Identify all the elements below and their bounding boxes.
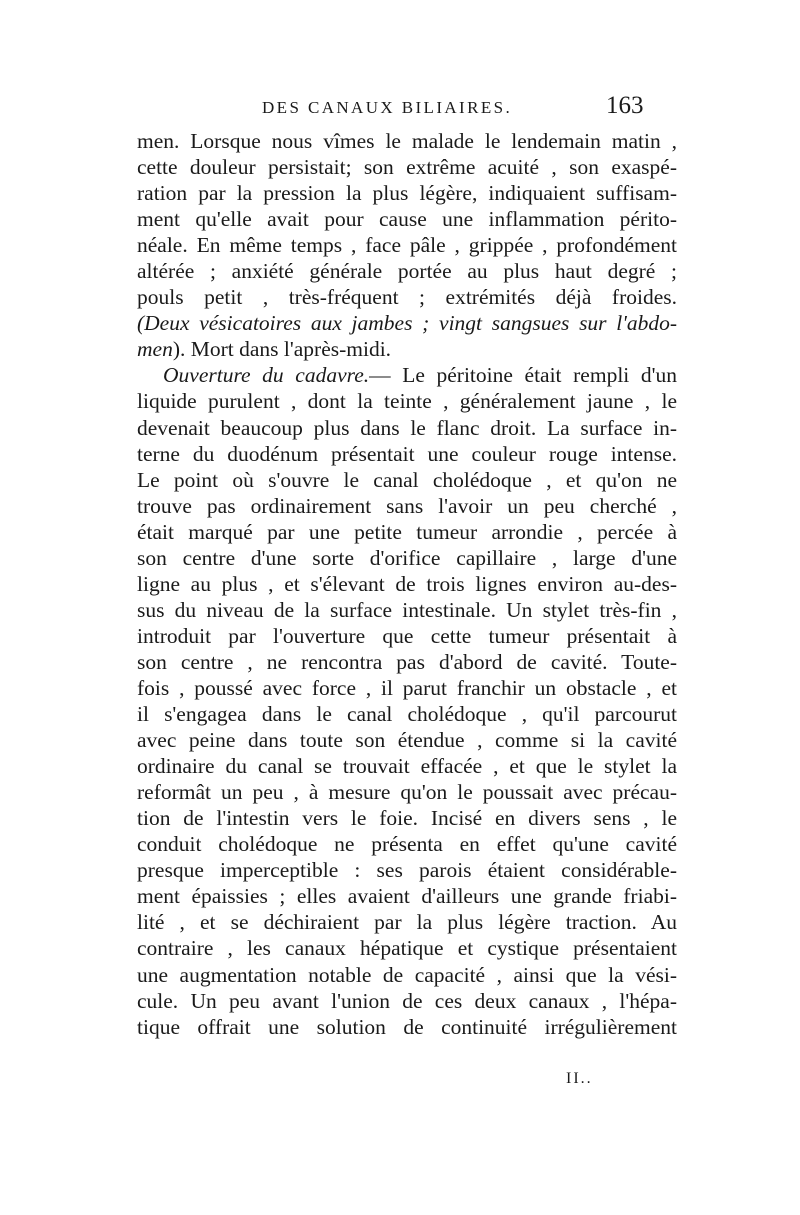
text-line-32: contraire , les canaux hépatique et cystique présentaient — [137, 936, 677, 961]
text-line-16: était marqué par une petite tumeur arrondie , percée à — [137, 519, 677, 544]
body-text — [137, 128, 677, 1040]
text-line-27: tion de l'intestin vers le foie. Incisé en divers sens , le — [137, 806, 677, 831]
text-line-15: trouve pas ordinairement sans l'avoir un peu cherché , — [137, 493, 677, 518]
text-line-6: altérée ; anxiété générale portée au plus haut degré ; — [137, 259, 677, 284]
text-line-10 — [137, 362, 677, 388]
text-line-29: presque imperceptible : ses parois étaient considérable- — [137, 858, 677, 883]
text-line-13: terne du duodénum présentait une couleur rouge intense. — [137, 441, 677, 466]
text-line-11: liquide purulent , dont la teinte , généralement jaune , le — [137, 389, 677, 414]
text-line-20: introduit par l'ouverture que cette tumeur présentait à — [137, 623, 677, 648]
page-number: 163 — [606, 92, 644, 119]
text-line-7: pouls petit , très-fréquent ; extrémités déjà froides. — [137, 285, 677, 310]
line-text: ). Mort dans l'après-midi. — [172, 337, 392, 362]
text-line-30: ment épaissies ; elles avaient d'ailleurs une grande friabi- — [137, 884, 677, 909]
section-heading-italic: Ouverture du cadavre. — [163, 363, 370, 388]
text-line-35: tique offrait une solution de continuité irrégulièrement — [137, 1014, 677, 1039]
text-line-17: son centre d'une sorte d'orifice capillaire , large d'une — [137, 545, 677, 570]
signature-mark: II.. — [566, 1070, 593, 1087]
text-line-34: cule. Un peu avant l'union de ces deux canaux , l'hépa- — [137, 988, 677, 1013]
text-line-25: ordinaire du canal se trouvait effacée , et que le stylet la — [137, 754, 677, 779]
text-line-14: Le point où s'ouvre le canal cholédoque , et qu'on ne — [137, 467, 677, 492]
text-line-24: avec peine dans toute son étendue , comme si la cavité — [137, 728, 677, 753]
text-line-28: conduit cholédoque ne présenta en effet qu'une cavité — [137, 832, 677, 857]
text-line-5: néale. En même temps , face pâle , grippée , profondément — [137, 233, 677, 258]
text-line-4: ment qu'elle avait pour cause une inflammation périto- — [137, 207, 677, 232]
running-title: DES CANAUX BILIAIRES. — [262, 98, 513, 117]
text-line-1: men. Lorsque nous vîmes le malade le lendemain matin , — [137, 129, 677, 153]
text-line-26: reformât un peu , à mesure qu'on le poussait avec précau- — [137, 780, 677, 805]
text-line-18: ligne au plus , et s'élevant de trois lignes environ au-des- — [137, 571, 677, 596]
text-line-19: sus du niveau de la surface intestinale. Un stylet très-fin , — [137, 597, 677, 622]
text-line-33: une augmentation notable de capacité , ainsi que la vési- — [137, 962, 677, 987]
text-line-12: devenait beaucoup plus dans le flanc droit. La surface in- — [137, 415, 677, 440]
text-line-8 — [137, 310, 677, 336]
text-line-3: ration par la pression la plus légère, indiquaient suffisam- — [137, 181, 677, 206]
italic-prescription: (Deux vésicatoires aux jambes ; vingt sangsues sur l'abdo- — [137, 311, 677, 336]
line-text: — Le péritoine était rempli d'un — [369, 363, 677, 388]
text-line-22: fois , poussé avec force , il parut franchir un obstacle , et — [137, 675, 677, 700]
text-line-2: cette douleur persistait; son extrême acuité , son exaspé- — [137, 155, 677, 180]
text-line-21: son centre , ne rencontra pas d'abord de cavité. Toute- — [137, 649, 677, 674]
text-line-31: lité , et se déchiraient par la plus légère traction. Au — [137, 910, 677, 935]
italic-word: men — [137, 337, 173, 362]
text-line-9 — [137, 336, 677, 362]
text-line-23: il s'engagea dans le canal cholédoque , qu'il parcourut — [137, 702, 677, 727]
